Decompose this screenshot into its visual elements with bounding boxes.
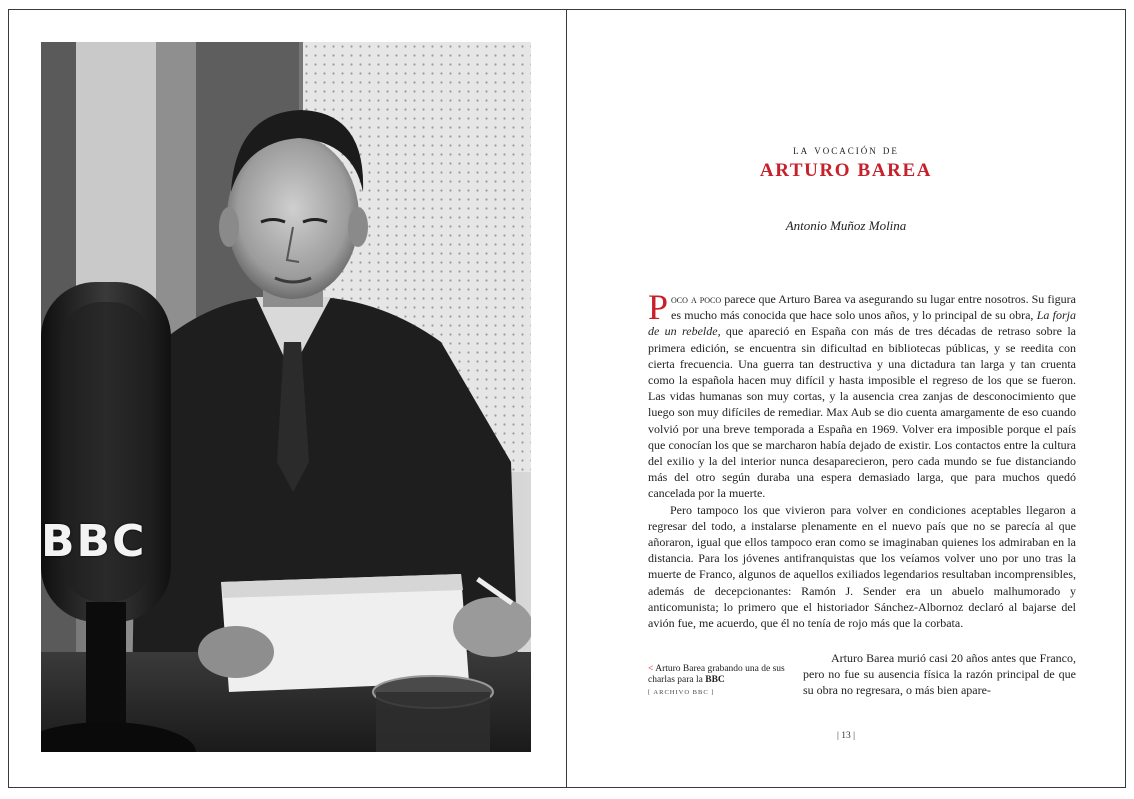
photo-illustration — [41, 42, 531, 752]
archive-photo — [41, 42, 531, 752]
first-words: oco a poco — [671, 292, 722, 306]
paragraph-1 — [648, 287, 1077, 502]
photo-caption — [648, 664, 788, 698]
article-author: Antonio Muñoz Molina — [785, 218, 907, 233]
paragraph-2: Pero tampoco los que vivieron para volver en condiciones aceptables llegaron a regresar del todo, a instalarse plenamente en el nuevo país que no se parecía al que añoraron, igual que ellos tampoco eran como se imaginaban quienes los admiraban en la distancia. Para los jóvenes antifranquistas que los veíamos volver uno por uno tras la muerte de Franco, algunos de aquellos exiliados legendarios resultaban incomprensibles, además de decepcionantes: Ramón J. Sender era un abuelo malhumorado y anticomunista; lo primero que el historiador Sánchez-Albornoz declaró al bajarse del avión fue, me acuerdo, que él no tenía de rojo más que la corbata. — [648, 502, 1076, 631]
book-title: La forja de un rebelde, — [648, 308, 1077, 339]
drop-cap: P — [648, 287, 669, 327]
paragraph-3-text: Arturo Barea murió casi 20 años antes que Franco, pero no fue su ausencia física la razón principal de que su obra no regresara, o más bien apare- — [803, 651, 1076, 698]
caption-arrow-icon: < — [648, 664, 654, 674]
article-kicker: la vocación de — [793, 143, 899, 157]
paragraph-3 — [803, 650, 1076, 699]
article-body — [648, 287, 1077, 631]
bbc-microphone-sign: BBC — [41, 516, 147, 567]
caption-credit: [ ARCHIVO BBC ] — [648, 689, 715, 696]
page-gutter — [566, 9, 567, 788]
caption-bold: BBC — [705, 675, 725, 685]
paragraph-1-text-cont: que apareció en España con más de tres décadas de retraso sobre la primera edición, se encuentra sin dificultad en bibliotecas públicas, y se reedita con cierta frecuencia. Una guerra tan destructiva y una dictadura tan larga y tan cruenta como la española hacen muy difícil y hasta imposible el regreso de los que se fueron. Las vidas humanas son muy cortas, y la ausencia crea zanjas de desconocimiento que luego son muy difíciles de remediar. Max Aub se dio cuenta amargamente de eso cuando volvió por una breve temporada a España en 1969. Volver era imposible porque el país que conocían los que se marcharon había dejado de existir. Los contactos entre la cultura del exilio y la del interior nunca desaparecieron, pero cada mundo se fue distanciando más del otro según duraba una espera demasiado larga, que para muchos quedó cancelada por la muerte. — [648, 324, 1076, 501]
page-number: | 13 | — [836, 731, 856, 741]
article-title: ARTURO BAREA — [759, 160, 933, 181]
caption-text: Arturo Barea grabando una de sus charlas para la — [648, 664, 785, 685]
paragraph-1-text: parece que Arturo Barea va asegurando su lugar entre nosotros. Su figura es mucho más conocida que hace solo unos años, y lo principal de su obra, — [671, 292, 1076, 323]
